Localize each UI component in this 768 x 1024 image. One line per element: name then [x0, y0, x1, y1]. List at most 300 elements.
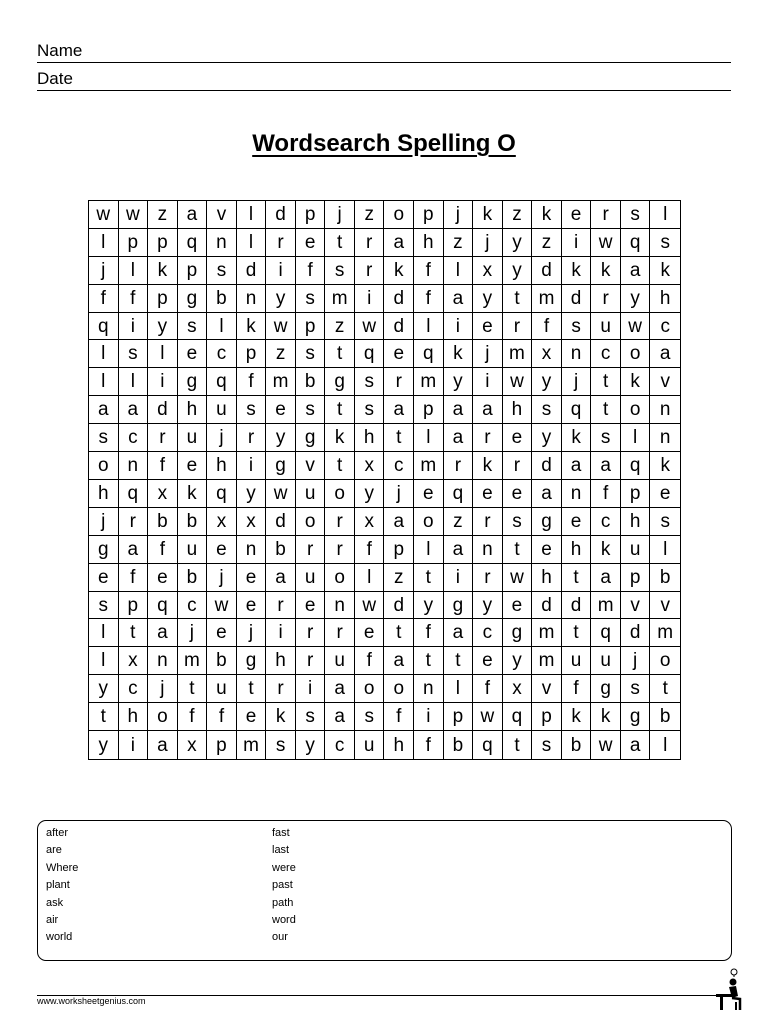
grid-cell[interactable]: a [650, 340, 680, 368]
grid-cell[interactable]: k [591, 257, 621, 285]
grid-cell[interactable]: n [562, 480, 592, 508]
grid-cell[interactable]: f [148, 536, 178, 564]
grid-cell[interactable]: e [384, 340, 414, 368]
grid-cell[interactable]: x [355, 452, 385, 480]
grid-cell[interactable]: f [148, 452, 178, 480]
grid-cell[interactable]: e [89, 564, 119, 592]
grid-cell[interactable]: p [532, 703, 562, 731]
grid-cell[interactable]: a [384, 647, 414, 675]
grid-cell[interactable]: f [591, 480, 621, 508]
grid-cell[interactable]: z [503, 201, 533, 229]
grid-cell[interactable]: g [178, 285, 208, 313]
grid-cell[interactable]: t [384, 424, 414, 452]
grid-cell[interactable]: a [444, 285, 474, 313]
grid-cell[interactable]: v [650, 592, 680, 620]
grid-cell[interactable]: s [325, 257, 355, 285]
grid-cell[interactable]: k [650, 452, 680, 480]
grid-cell[interactable]: q [119, 480, 149, 508]
grid-cell[interactable]: e [562, 508, 592, 536]
grid-cell[interactable]: l [237, 201, 267, 229]
grid-cell[interactable]: m [266, 368, 296, 396]
grid-cell[interactable]: e [562, 201, 592, 229]
grid-cell[interactable]: e [178, 340, 208, 368]
grid-cell[interactable]: t [591, 368, 621, 396]
grid-cell[interactable]: z [266, 340, 296, 368]
grid-cell[interactable]: o [650, 647, 680, 675]
grid-cell[interactable]: b [266, 536, 296, 564]
grid-cell[interactable]: f [237, 368, 267, 396]
grid-cell[interactable]: w [119, 201, 149, 229]
grid-cell[interactable]: e [296, 229, 326, 257]
grid-cell[interactable]: x [207, 508, 237, 536]
grid-cell[interactable]: g [237, 647, 267, 675]
grid-cell[interactable]: l [444, 257, 474, 285]
grid-cell[interactable]: o [384, 201, 414, 229]
grid-cell[interactable]: h [178, 396, 208, 424]
grid-cell[interactable]: t [650, 675, 680, 703]
grid-cell[interactable]: w [503, 368, 533, 396]
grid-cell[interactable]: b [296, 368, 326, 396]
grid-cell[interactable]: e [296, 592, 326, 620]
grid-cell[interactable]: m [532, 619, 562, 647]
grid-cell[interactable]: n [473, 536, 503, 564]
grid-cell[interactable]: f [296, 257, 326, 285]
grid-cell[interactable]: u [207, 675, 237, 703]
grid-cell[interactable]: b [650, 703, 680, 731]
grid-cell[interactable]: q [89, 313, 119, 341]
grid-cell[interactable]: t [384, 619, 414, 647]
grid-cell[interactable]: e [266, 396, 296, 424]
grid-cell[interactable]: p [296, 313, 326, 341]
grid-cell[interactable]: l [414, 424, 444, 452]
grid-cell[interactable]: b [148, 508, 178, 536]
grid-cell[interactable]: e [355, 619, 385, 647]
grid-cell[interactable]: r [473, 564, 503, 592]
grid-cell[interactable]: y [266, 424, 296, 452]
grid-cell[interactable]: t [591, 396, 621, 424]
grid-cell[interactable]: b [178, 564, 208, 592]
grid-cell[interactable]: a [119, 536, 149, 564]
grid-cell[interactable]: n [119, 452, 149, 480]
grid-cell[interactable]: y [503, 257, 533, 285]
grid-cell[interactable]: h [384, 731, 414, 759]
grid-cell[interactable]: r [296, 536, 326, 564]
grid-cell[interactable]: t [444, 647, 474, 675]
grid-cell[interactable]: t [503, 285, 533, 313]
grid-cell[interactable]: a [89, 396, 119, 424]
grid-cell[interactable]: e [473, 480, 503, 508]
grid-cell[interactable]: x [148, 480, 178, 508]
grid-cell[interactable]: r [503, 452, 533, 480]
grid-cell[interactable]: g [444, 592, 474, 620]
grid-cell[interactable]: h [562, 536, 592, 564]
grid-cell[interactable]: k [621, 368, 651, 396]
grid-cell[interactable]: a [178, 201, 208, 229]
grid-cell[interactable]: s [296, 285, 326, 313]
grid-cell[interactable]: s [207, 257, 237, 285]
grid-cell[interactable]: z [148, 201, 178, 229]
grid-cell[interactable]: r [266, 592, 296, 620]
grid-cell[interactable]: i [266, 257, 296, 285]
grid-cell[interactable]: a [621, 731, 651, 759]
grid-cell[interactable]: e [532, 536, 562, 564]
grid-cell[interactable]: a [473, 396, 503, 424]
grid-cell[interactable]: a [591, 564, 621, 592]
grid-cell[interactable]: m [178, 647, 208, 675]
grid-cell[interactable]: u [178, 536, 208, 564]
grid-cell[interactable]: h [503, 396, 533, 424]
grid-cell[interactable]: n [237, 285, 267, 313]
grid-cell[interactable]: z [384, 564, 414, 592]
grid-cell[interactable]: p [207, 731, 237, 759]
grid-cell[interactable]: h [266, 647, 296, 675]
grid-cell[interactable]: h [207, 452, 237, 480]
grid-cell[interactable]: n [414, 675, 444, 703]
grid-cell[interactable]: t [325, 452, 355, 480]
grid-cell[interactable]: q [355, 340, 385, 368]
grid-cell[interactable]: e [237, 564, 267, 592]
grid-cell[interactable]: h [532, 564, 562, 592]
grid-cell[interactable]: x [473, 257, 503, 285]
grid-cell[interactable]: o [325, 564, 355, 592]
grid-cell[interactable]: s [89, 424, 119, 452]
grid-cell[interactable]: i [266, 619, 296, 647]
grid-cell[interactable]: w [355, 592, 385, 620]
grid-cell[interactable]: f [414, 731, 444, 759]
grid-cell[interactable]: d [384, 592, 414, 620]
grid-cell[interactable]: s [621, 201, 651, 229]
grid-cell[interactable]: d [532, 592, 562, 620]
grid-cell[interactable]: l [650, 201, 680, 229]
grid-cell[interactable]: y [237, 480, 267, 508]
grid-cell[interactable]: c [178, 592, 208, 620]
grid-cell[interactable]: t [178, 675, 208, 703]
grid-cell[interactable]: s [591, 424, 621, 452]
grid-cell[interactable]: r [591, 285, 621, 313]
grid-cell[interactable]: m [591, 592, 621, 620]
grid-cell[interactable]: u [591, 647, 621, 675]
grid-cell[interactable]: f [89, 285, 119, 313]
grid-cell[interactable]: f [532, 313, 562, 341]
grid-cell[interactable]: e [148, 564, 178, 592]
grid-cell[interactable]: k [591, 703, 621, 731]
grid-cell[interactable]: e [503, 424, 533, 452]
grid-cell[interactable]: a [384, 508, 414, 536]
grid-cell[interactable]: l [237, 229, 267, 257]
grid-cell[interactable]: v [207, 201, 237, 229]
grid-cell[interactable]: u [296, 480, 326, 508]
grid-cell[interactable]: o [148, 703, 178, 731]
grid-cell[interactable]: f [119, 564, 149, 592]
grid-cell[interactable]: b [650, 564, 680, 592]
grid-cell[interactable]: b [207, 647, 237, 675]
grid-cell[interactable]: s [532, 396, 562, 424]
grid-cell[interactable]: k [148, 257, 178, 285]
grid-cell[interactable]: y [444, 368, 474, 396]
grid-cell[interactable]: j [473, 229, 503, 257]
grid-cell[interactable]: o [325, 480, 355, 508]
grid-cell[interactable]: p [621, 564, 651, 592]
grid-cell[interactable]: i [444, 564, 474, 592]
grid-cell[interactable]: r [473, 424, 503, 452]
grid-cell[interactable]: k [532, 201, 562, 229]
grid-cell[interactable]: g [89, 536, 119, 564]
grid-cell[interactable]: q [178, 229, 208, 257]
grid-cell[interactable]: d [532, 452, 562, 480]
grid-cell[interactable]: s [621, 675, 651, 703]
grid-cell[interactable]: w [621, 313, 651, 341]
grid-cell[interactable]: z [325, 313, 355, 341]
grid-cell[interactable]: y [532, 424, 562, 452]
grid-cell[interactable]: k [562, 703, 592, 731]
grid-cell[interactable]: j [89, 508, 119, 536]
grid-cell[interactable]: m [237, 731, 267, 759]
grid-cell[interactable]: r [296, 619, 326, 647]
grid-cell[interactable]: v [532, 675, 562, 703]
grid-cell[interactable]: w [266, 480, 296, 508]
grid-cell[interactable]: s [178, 313, 208, 341]
grid-cell[interactable]: k [384, 257, 414, 285]
grid-cell[interactable]: e [503, 480, 533, 508]
grid-cell[interactable]: e [414, 480, 444, 508]
grid-cell[interactable]: t [325, 229, 355, 257]
grid-cell[interactable]: l [621, 424, 651, 452]
grid-cell[interactable]: w [473, 703, 503, 731]
grid-cell[interactable]: q [207, 368, 237, 396]
grid-cell[interactable]: l [414, 313, 444, 341]
grid-cell[interactable]: m [325, 285, 355, 313]
grid-cell[interactable]: l [119, 368, 149, 396]
grid-cell[interactable]: t [503, 536, 533, 564]
grid-cell[interactable]: n [562, 340, 592, 368]
grid-cell[interactable]: u [562, 647, 592, 675]
grid-cell[interactable]: q [562, 396, 592, 424]
grid-cell[interactable]: q [444, 480, 474, 508]
grid-cell[interactable]: e [473, 313, 503, 341]
grid-cell[interactable]: t [414, 647, 444, 675]
grid-cell[interactable]: y [503, 647, 533, 675]
grid-cell[interactable]: n [325, 592, 355, 620]
grid-cell[interactable]: j [384, 480, 414, 508]
grid-cell[interactable]: a [562, 452, 592, 480]
grid-cell[interactable]: f [473, 675, 503, 703]
grid-cell[interactable]: a [532, 480, 562, 508]
grid-cell[interactable]: p [621, 480, 651, 508]
grid-cell[interactable]: r [325, 619, 355, 647]
grid-cell[interactable]: x [119, 647, 149, 675]
grid-cell[interactable]: j [178, 619, 208, 647]
grid-cell[interactable]: s [355, 396, 385, 424]
grid-cell[interactable]: l [355, 564, 385, 592]
grid-cell[interactable]: k [562, 257, 592, 285]
grid-cell[interactable]: p [237, 340, 267, 368]
grid-cell[interactable]: q [473, 731, 503, 759]
grid-cell[interactable]: o [296, 508, 326, 536]
grid-cell[interactable]: i [237, 452, 267, 480]
grid-cell[interactable]: k [562, 424, 592, 452]
grid-cell[interactable]: g [325, 368, 355, 396]
grid-cell[interactable]: q [621, 452, 651, 480]
grid-cell[interactable]: j [621, 647, 651, 675]
grid-cell[interactable]: f [562, 675, 592, 703]
grid-cell[interactable]: h [119, 703, 149, 731]
grid-cell[interactable]: a [444, 396, 474, 424]
grid-cell[interactable]: f [414, 257, 444, 285]
grid-cell[interactable]: h [89, 480, 119, 508]
grid-cell[interactable]: n [207, 229, 237, 257]
grid-cell[interactable]: t [414, 564, 444, 592]
grid-cell[interactable]: x [355, 508, 385, 536]
grid-cell[interactable]: g [296, 424, 326, 452]
grid-cell[interactable]: u [325, 647, 355, 675]
grid-cell[interactable]: j [237, 619, 267, 647]
grid-cell[interactable]: t [119, 619, 149, 647]
grid-cell[interactable]: f [384, 703, 414, 731]
grid-cell[interactable]: s [650, 229, 680, 257]
grid-cell[interactable]: q [621, 229, 651, 257]
grid-cell[interactable]: r [591, 201, 621, 229]
grid-cell[interactable]: g [621, 703, 651, 731]
grid-cell[interactable]: s [355, 703, 385, 731]
grid-cell[interactable]: l [89, 619, 119, 647]
grid-cell[interactable]: c [384, 452, 414, 480]
grid-cell[interactable]: j [207, 424, 237, 452]
grid-cell[interactable]: e [207, 619, 237, 647]
grid-cell[interactable]: l [663, 734, 668, 756]
grid-cell[interactable]: r [355, 229, 385, 257]
grid-cell[interactable]: l [414, 536, 444, 564]
grid-cell[interactable]: n [650, 396, 680, 424]
grid-cell[interactable]: y [621, 285, 651, 313]
grid-cell[interactable]: k [444, 340, 474, 368]
grid-cell[interactable]: r [355, 257, 385, 285]
grid-cell[interactable]: w [591, 229, 621, 257]
grid-cell[interactable]: g [266, 452, 296, 480]
grid-cell[interactable]: r [325, 536, 355, 564]
grid-cell[interactable]: p [119, 592, 149, 620]
grid-cell[interactable]: s [119, 340, 149, 368]
grid-cell[interactable]: i [562, 229, 592, 257]
grid-cell[interactable]: u [355, 731, 385, 759]
grid-cell[interactable]: y [89, 675, 119, 703]
grid-cell[interactable]: d [237, 257, 267, 285]
grid-cell[interactable]: a [444, 424, 474, 452]
grid-cell[interactable]: a [148, 731, 178, 759]
grid-cell[interactable]: p [444, 703, 474, 731]
grid-cell[interactable]: b [178, 508, 208, 536]
grid-cell[interactable]: l [119, 257, 149, 285]
grid-cell[interactable]: s [650, 508, 680, 536]
grid-cell[interactable]: y [296, 731, 326, 759]
grid-cell[interactable]: b [207, 285, 237, 313]
grid-cell[interactable]: z [444, 508, 474, 536]
grid-cell[interactable]: m [503, 340, 533, 368]
grid-cell[interactable]: f [178, 703, 208, 731]
grid-cell[interactable]: o [414, 508, 444, 536]
grid-cell[interactable]: s [532, 731, 562, 759]
grid-cell[interactable]: t [562, 619, 592, 647]
grid-cell[interactable]: w [266, 313, 296, 341]
grid-cell[interactable]: k [650, 257, 680, 285]
grid-cell[interactable]: t [325, 396, 355, 424]
grid-cell[interactable]: k [237, 313, 267, 341]
grid-cell[interactable]: j [473, 340, 503, 368]
grid-cell[interactable]: c [325, 731, 355, 759]
grid-cell[interactable]: t [237, 675, 267, 703]
grid-cell[interactable]: a [384, 229, 414, 257]
grid-cell[interactable]: i [355, 285, 385, 313]
grid-cell[interactable]: r [119, 508, 149, 536]
grid-cell[interactable]: z [444, 229, 474, 257]
grid-cell[interactable]: g [591, 675, 621, 703]
grid-cell[interactable]: a [325, 703, 355, 731]
grid-cell[interactable]: m [414, 368, 444, 396]
grid-cell[interactable]: r [325, 508, 355, 536]
grid-cell[interactable]: c [119, 675, 149, 703]
grid-cell[interactable]: s [296, 703, 326, 731]
grid-cell[interactable]: f [355, 536, 385, 564]
grid-cell[interactable]: g [178, 368, 208, 396]
grid-cell[interactable]: c [473, 619, 503, 647]
grid-cell[interactable]: s [562, 313, 592, 341]
grid-cell[interactable]: e [207, 536, 237, 564]
grid-cell[interactable]: p [178, 257, 208, 285]
grid-cell[interactable]: u [621, 536, 651, 564]
grid-cell[interactable]: i [444, 313, 474, 341]
grid-cell[interactable]: l [89, 340, 119, 368]
grid-cell[interactable]: n [237, 536, 267, 564]
grid-cell[interactable]: l [207, 313, 237, 341]
grid-cell[interactable]: c [207, 340, 237, 368]
grid-cell[interactable]: b [562, 731, 592, 759]
grid-cell[interactable]: f [355, 647, 385, 675]
grid-cell[interactable]: h [355, 424, 385, 452]
grid-cell[interactable]: w [89, 201, 119, 229]
grid-cell[interactable]: o [89, 452, 119, 480]
grid-cell[interactable]: l [650, 536, 680, 564]
grid-cell[interactable]: t [562, 564, 592, 592]
grid-cell[interactable]: y [473, 592, 503, 620]
grid-cell[interactable]: y [148, 313, 178, 341]
grid-cell[interactable]: y [503, 229, 533, 257]
grid-cell[interactable]: m [532, 285, 562, 313]
grid-cell[interactable]: u [207, 396, 237, 424]
grid-cell[interactable]: c [650, 313, 680, 341]
grid-cell[interactable]: y [532, 368, 562, 396]
grid-cell[interactable]: d [148, 396, 178, 424]
grid-cell[interactable]: a [444, 619, 474, 647]
grid-cell[interactable]: k [325, 424, 355, 452]
grid-cell[interactable]: m [414, 452, 444, 480]
grid-cell[interactable]: a [591, 452, 621, 480]
grid-cell[interactable]: p [296, 201, 326, 229]
grid-cell[interactable]: d [266, 508, 296, 536]
grid-cell[interactable]: q [503, 703, 533, 731]
grid-cell[interactable]: r [384, 368, 414, 396]
grid-cell[interactable]: b [444, 731, 474, 759]
grid-cell[interactable]: d [562, 592, 592, 620]
grid-cell[interactable]: l [444, 675, 474, 703]
grid-cell[interactable]: k [178, 480, 208, 508]
grid-cell[interactable]: l [148, 340, 178, 368]
grid-cell[interactable]: o [621, 340, 651, 368]
grid-cell[interactable]: y [266, 285, 296, 313]
grid-cell[interactable]: e [237, 592, 267, 620]
grid-cell[interactable]: i [119, 313, 149, 341]
grid-cell[interactable]: l [89, 229, 119, 257]
grid-cell[interactable]: d [562, 285, 592, 313]
grid-cell[interactable]: h [621, 508, 651, 536]
